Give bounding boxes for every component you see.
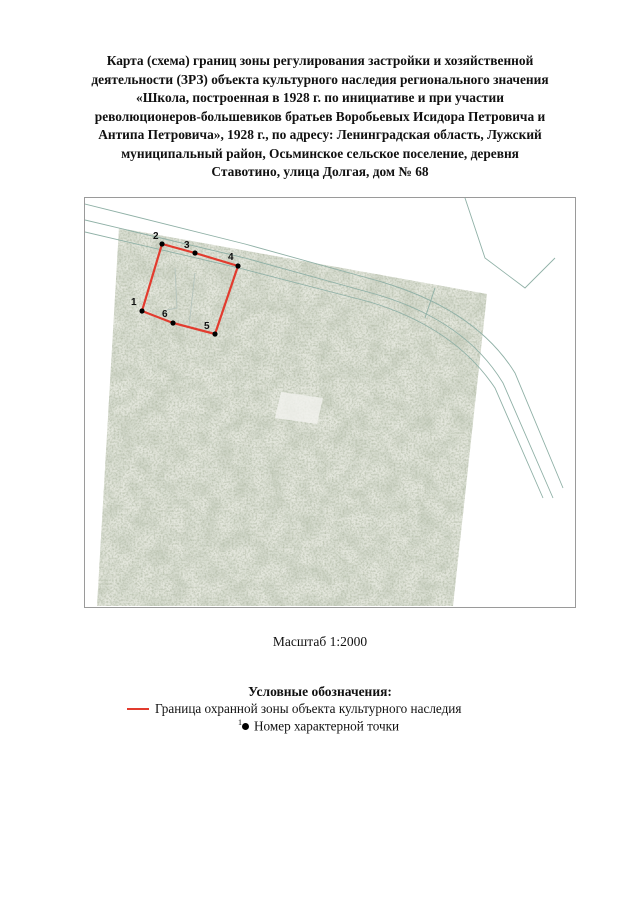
aerial-photo [97, 228, 487, 606]
legend-point-label: Номер характерной точки [254, 718, 400, 734]
map-title [40, 52, 600, 182]
point-marker-1 [139, 308, 144, 313]
legend-item-point [238, 718, 399, 734]
point-marker-4 [235, 263, 240, 268]
point-marker-6 [170, 320, 175, 325]
legend-item-boundary [127, 701, 461, 717]
map-scale: Масштаб 1:2000 [272, 634, 368, 649]
point-label-5: 5 [204, 321, 210, 332]
point-label-1: 1 [131, 297, 137, 308]
map-canvas [85, 198, 575, 607]
point-label-6: 6 [162, 309, 168, 320]
boundary-line-icon [127, 708, 149, 710]
parcel-line [465, 198, 555, 288]
point-label-4: 4 [228, 252, 234, 263]
title-line: муниципальный район, Осьминское сельское поселение, деревня [121, 145, 519, 161]
point-dot-icon [242, 723, 249, 730]
legend-boundary-label: Граница охранной зоны объекта культурного наследия [155, 701, 462, 716]
point-label-2: 2 [153, 231, 159, 242]
legend-title: Условные обозначения: [248, 684, 392, 699]
point-marker-5 [212, 331, 217, 336]
title-line: Антипа Петровича», 1928 г., по адресу: Ленинградская область, Лужский [98, 127, 542, 142]
title-line: революционеров-большевиков братьев Воробьевых Исидора Петровича и [94, 108, 546, 124]
legend-point-marker-number: 1 [238, 718, 242, 727]
point-marker-2 [159, 241, 164, 246]
map-frame [84, 197, 576, 608]
point-label-3: 3 [184, 240, 190, 251]
title-line: Ставотино, улица Долгая, дом № 68 [211, 164, 429, 179]
title-line: Карта (схема) границ зоны регулирования застройки и хозяйственной [106, 53, 534, 68]
point-marker-3 [192, 250, 197, 255]
title-line: «Школа, построенная в 1928 г. по инициативе и при участии [136, 90, 504, 105]
title-line: деятельности (ЗРЗ) объекта культурного наследия регионального значения [91, 71, 549, 87]
